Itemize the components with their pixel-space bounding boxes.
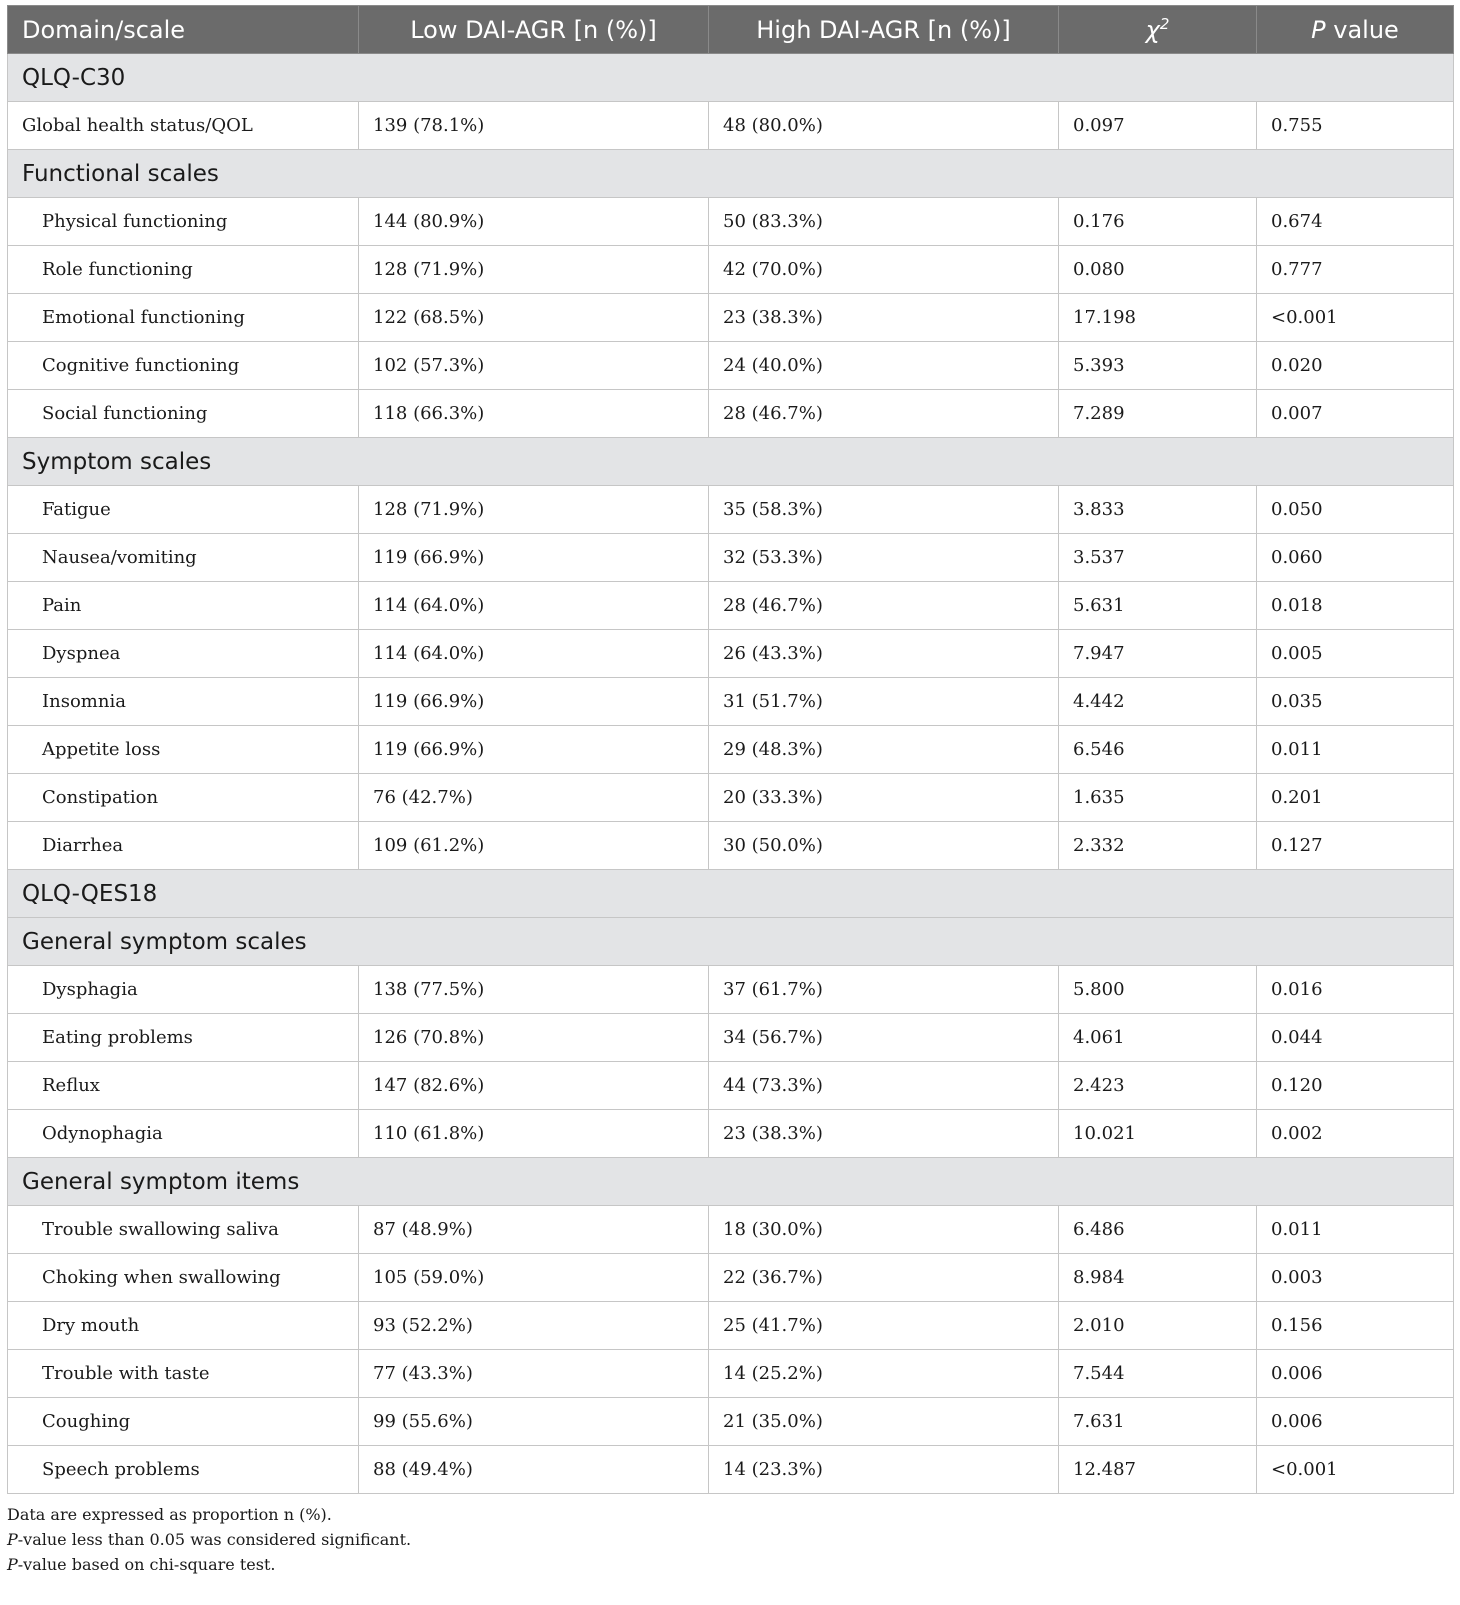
table-row <box>8 102 1454 150</box>
row-label: Cognitive functioning <box>8 342 359 390</box>
cell-high-dai-agr: 21 (35.0%) <box>709 1398 1059 1446</box>
table-row <box>8 726 1454 774</box>
header-high: High DAI-AGR [n (%)] <box>709 6 1059 54</box>
section-label: General symptom items <box>8 1158 1454 1206</box>
cell-chi-square: 8.984 <box>1059 1254 1257 1302</box>
cell-high-dai-agr: 48 (80.0%) <box>709 102 1059 150</box>
cell-low-dai-agr: 118 (66.3%) <box>359 390 709 438</box>
cell-high-dai-agr: 31 (51.7%) <box>709 678 1059 726</box>
cell-chi-square: 6.546 <box>1059 726 1257 774</box>
cell-low-dai-agr: 87 (48.9%) <box>359 1206 709 1254</box>
table-row <box>8 1254 1454 1302</box>
row-label: Dyspnea <box>8 630 359 678</box>
cell-chi-square: 6.486 <box>1059 1206 1257 1254</box>
cell-high-dai-agr: 34 (56.7%) <box>709 1014 1059 1062</box>
row-label: Trouble swallowing saliva <box>8 1206 359 1254</box>
cell-low-dai-agr: 88 (49.4%) <box>359 1446 709 1494</box>
cell-p-value: 0.755 <box>1257 102 1454 150</box>
p-italic: P <box>1311 15 1326 44</box>
table-header-row <box>8 6 1454 54</box>
cell-low-dai-agr: 114 (64.0%) <box>359 630 709 678</box>
row-label: Constipation <box>8 774 359 822</box>
table-row <box>8 678 1454 726</box>
cell-high-dai-agr: 29 (48.3%) <box>709 726 1059 774</box>
cell-p-value: 0.674 <box>1257 198 1454 246</box>
cell-p-value: 0.002 <box>1257 1110 1454 1158</box>
table-row <box>8 198 1454 246</box>
cell-high-dai-agr: 23 (38.3%) <box>709 1110 1059 1158</box>
cell-chi-square: 2.332 <box>1059 822 1257 870</box>
cell-high-dai-agr: 44 (73.3%) <box>709 1062 1059 1110</box>
cell-low-dai-agr: 139 (78.1%) <box>359 102 709 150</box>
cell-p-value: 0.006 <box>1257 1398 1454 1446</box>
table-row <box>8 246 1454 294</box>
cell-chi-square: 3.833 <box>1059 486 1257 534</box>
section-row <box>8 1158 1454 1206</box>
cell-high-dai-agr: 32 (53.3%) <box>709 534 1059 582</box>
cell-chi-square: 2.010 <box>1059 1302 1257 1350</box>
cell-chi-square: 5.631 <box>1059 582 1257 630</box>
cell-chi-square: 4.442 <box>1059 678 1257 726</box>
cell-p-value: 0.120 <box>1257 1062 1454 1110</box>
cell-low-dai-agr: 119 (66.9%) <box>359 726 709 774</box>
cell-high-dai-agr: 20 (33.3%) <box>709 774 1059 822</box>
table-row <box>8 342 1454 390</box>
row-label: Physical functioning <box>8 198 359 246</box>
table-row <box>8 822 1454 870</box>
row-label: Pain <box>8 582 359 630</box>
section-row <box>8 438 1454 486</box>
cell-chi-square: 2.423 <box>1059 1062 1257 1110</box>
header-chi-square <box>1059 6 1257 54</box>
table-row <box>8 966 1454 1014</box>
cell-p-value: 0.016 <box>1257 966 1454 1014</box>
table-row <box>8 582 1454 630</box>
cell-p-value: 0.060 <box>1257 534 1454 582</box>
row-label: Dry mouth <box>8 1302 359 1350</box>
cell-chi-square: 12.487 <box>1059 1446 1257 1494</box>
table-row <box>8 1062 1454 1110</box>
results-table-container <box>7 5 1453 1577</box>
cell-p-value: 0.006 <box>1257 1350 1454 1398</box>
cell-low-dai-agr: 76 (42.7%) <box>359 774 709 822</box>
row-label: Insomnia <box>8 678 359 726</box>
footnote-3-italic: P <box>7 1555 18 1574</box>
section-label: Symptom scales <box>8 438 1454 486</box>
cell-chi-square: 7.544 <box>1059 1350 1257 1398</box>
table-row <box>8 1350 1454 1398</box>
cell-chi-square: 5.800 <box>1059 966 1257 1014</box>
table-row <box>8 1014 1454 1062</box>
cell-p-value: <0.001 <box>1257 1446 1454 1494</box>
cell-high-dai-agr: 28 (46.7%) <box>709 390 1059 438</box>
cell-p-value: 0.011 <box>1257 726 1454 774</box>
cell-chi-square: 1.635 <box>1059 774 1257 822</box>
table-row <box>8 534 1454 582</box>
cell-low-dai-agr: 122 (68.5%) <box>359 294 709 342</box>
table-row <box>8 294 1454 342</box>
table-row <box>8 1446 1454 1494</box>
cell-high-dai-agr: 26 (43.3%) <box>709 630 1059 678</box>
cell-high-dai-agr: 22 (36.7%) <box>709 1254 1059 1302</box>
cell-high-dai-agr: 37 (61.7%) <box>709 966 1059 1014</box>
cell-low-dai-agr: 126 (70.8%) <box>359 1014 709 1062</box>
chi-superscript: 2 <box>1159 15 1170 33</box>
cell-p-value: 0.050 <box>1257 486 1454 534</box>
cell-chi-square: 3.537 <box>1059 534 1257 582</box>
cell-chi-square: 7.947 <box>1059 630 1257 678</box>
footnote-1: Data are expressed as proportion n (%). <box>7 1505 332 1524</box>
cell-p-value: 0.007 <box>1257 390 1454 438</box>
section-row <box>8 150 1454 198</box>
cell-chi-square: 0.097 <box>1059 102 1257 150</box>
header-domain: Domain/scale <box>8 6 359 54</box>
cell-low-dai-agr: 147 (82.6%) <box>359 1062 709 1110</box>
section-row <box>8 918 1454 966</box>
cell-high-dai-agr: 28 (46.7%) <box>709 582 1059 630</box>
section-label: QLQ-C30 <box>8 54 1454 102</box>
row-label: Nausea/vomiting <box>8 534 359 582</box>
cell-chi-square: 0.080 <box>1059 246 1257 294</box>
cell-high-dai-agr: 50 (83.3%) <box>709 198 1059 246</box>
cell-low-dai-agr: 138 (77.5%) <box>359 966 709 1014</box>
footnote-2-italic: P <box>7 1530 18 1549</box>
cell-p-value: 0.005 <box>1257 630 1454 678</box>
cell-low-dai-agr: 77 (43.3%) <box>359 1350 709 1398</box>
table-footnotes <box>7 1502 1453 1577</box>
row-label: Emotional functioning <box>8 294 359 342</box>
section-label: Functional scales <box>8 150 1454 198</box>
cell-low-dai-agr: 144 (80.9%) <box>359 198 709 246</box>
row-label: Choking when swallowing <box>8 1254 359 1302</box>
cell-high-dai-agr: 14 (23.3%) <box>709 1446 1059 1494</box>
cell-high-dai-agr: 30 (50.0%) <box>709 822 1059 870</box>
cell-chi-square: 5.393 <box>1059 342 1257 390</box>
section-label: General symptom scales <box>8 918 1454 966</box>
cell-p-value: 0.011 <box>1257 1206 1454 1254</box>
cell-p-value: 0.156 <box>1257 1302 1454 1350</box>
row-label: Fatigue <box>8 486 359 534</box>
cell-low-dai-agr: 128 (71.9%) <box>359 486 709 534</box>
row-label: Global health status/QOL <box>8 102 359 150</box>
cell-low-dai-agr: 99 (55.6%) <box>359 1398 709 1446</box>
cell-high-dai-agr: 14 (25.2%) <box>709 1350 1059 1398</box>
row-label: Dysphagia <box>8 966 359 1014</box>
footnote-3-text: -value based on chi-square test. <box>17 1555 276 1574</box>
cell-low-dai-agr: 110 (61.8%) <box>359 1110 709 1158</box>
row-label: Trouble with taste <box>8 1350 359 1398</box>
footnote-2 <box>7 1527 1453 1552</box>
row-label: Appetite loss <box>8 726 359 774</box>
footnote-2-text: -value less than 0.05 was considered significant. <box>17 1530 412 1549</box>
row-label: Coughing <box>8 1398 359 1446</box>
row-label: Eating problems <box>8 1014 359 1062</box>
cell-chi-square: 7.631 <box>1059 1398 1257 1446</box>
table-row <box>8 1206 1454 1254</box>
cell-high-dai-agr: 25 (41.7%) <box>709 1302 1059 1350</box>
p-rest: value <box>1325 15 1399 44</box>
header-low: Low DAI-AGR [n (%)] <box>359 6 709 54</box>
qol-comparison-table <box>7 5 1454 1494</box>
cell-chi-square: 0.176 <box>1059 198 1257 246</box>
table-row <box>8 630 1454 678</box>
cell-p-value: <0.001 <box>1257 294 1454 342</box>
footnote-3 <box>7 1552 1453 1577</box>
table-row <box>8 1110 1454 1158</box>
row-label: Social functioning <box>8 390 359 438</box>
cell-p-value: 0.020 <box>1257 342 1454 390</box>
cell-high-dai-agr: 42 (70.0%) <box>709 246 1059 294</box>
row-label: Diarrhea <box>8 822 359 870</box>
chi-symbol: χ <box>1145 16 1160 44</box>
cell-high-dai-agr: 23 (38.3%) <box>709 294 1059 342</box>
cell-low-dai-agr: 119 (66.9%) <box>359 678 709 726</box>
section-label: QLQ-QES18 <box>8 870 1454 918</box>
table-row <box>8 390 1454 438</box>
row-label: Reflux <box>8 1062 359 1110</box>
cell-p-value: 0.044 <box>1257 1014 1454 1062</box>
cell-p-value: 0.777 <box>1257 246 1454 294</box>
table-row <box>8 1398 1454 1446</box>
section-row <box>8 54 1454 102</box>
cell-low-dai-agr: 128 (71.9%) <box>359 246 709 294</box>
cell-low-dai-agr: 119 (66.9%) <box>359 534 709 582</box>
cell-chi-square: 7.289 <box>1059 390 1257 438</box>
cell-high-dai-agr: 24 (40.0%) <box>709 342 1059 390</box>
cell-p-value: 0.201 <box>1257 774 1454 822</box>
table-row <box>8 1302 1454 1350</box>
cell-chi-square: 10.021 <box>1059 1110 1257 1158</box>
cell-low-dai-agr: 109 (61.2%) <box>359 822 709 870</box>
cell-p-value: 0.003 <box>1257 1254 1454 1302</box>
row-label: Speech problems <box>8 1446 359 1494</box>
cell-low-dai-agr: 102 (57.3%) <box>359 342 709 390</box>
cell-p-value: 0.018 <box>1257 582 1454 630</box>
table-row <box>8 486 1454 534</box>
cell-low-dai-agr: 105 (59.0%) <box>359 1254 709 1302</box>
cell-low-dai-agr: 93 (52.2%) <box>359 1302 709 1350</box>
cell-chi-square: 4.061 <box>1059 1014 1257 1062</box>
cell-chi-square: 17.198 <box>1059 294 1257 342</box>
row-label: Role functioning <box>8 246 359 294</box>
cell-p-value: 0.127 <box>1257 822 1454 870</box>
row-label: Odynophagia <box>8 1110 359 1158</box>
cell-high-dai-agr: 18 (30.0%) <box>709 1206 1059 1254</box>
section-row <box>8 870 1454 918</box>
cell-high-dai-agr: 35 (58.3%) <box>709 486 1059 534</box>
header-p-value <box>1257 6 1454 54</box>
table-row <box>8 774 1454 822</box>
cell-low-dai-agr: 114 (64.0%) <box>359 582 709 630</box>
cell-p-value: 0.035 <box>1257 678 1454 726</box>
